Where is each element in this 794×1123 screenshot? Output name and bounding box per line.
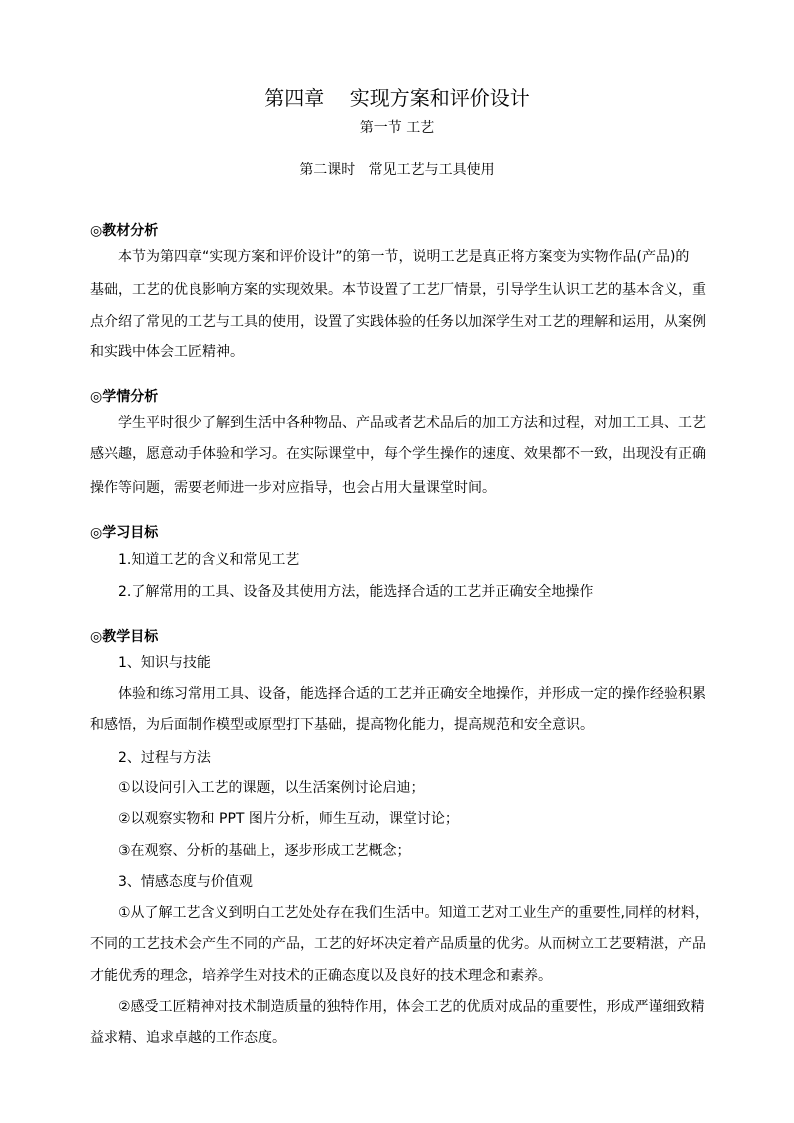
section-title: 第一节 工艺: [359, 120, 435, 136]
attitude-values-line: 益求精、追求卓越的工作态度。: [90, 1030, 286, 1046]
learner-analysis-heading: ◎学情分析: [90, 389, 159, 405]
attitude-values-line: 不同的工艺技术会产生不同的产品，工艺的好坏决定着产品质量的优劣。从而树立工艺要精湛，产品: [90, 936, 706, 952]
lesson-title: 第二课时 常见工艺与工具使用: [299, 162, 495, 178]
knowledge-skills-line: 体验和练习常用工具、设备，能选择合适的工艺并正确安全地操作，并形成一定的操作经验积累: [118, 686, 706, 702]
teaching-goals-heading: ◎教学目标: [90, 629, 159, 645]
learning-goals-heading: ◎学习目标: [90, 525, 159, 541]
chapter-title: 第四章 实现方案和评价设计: [264, 86, 530, 110]
process-methods-item: ②以观察实物和 PPT 图片分析，师生互动，课堂讨论；: [118, 811, 459, 827]
process-methods-subheading: 2、过程与方法: [118, 750, 211, 766]
learner-analysis-line: 感兴趣，愿意动手体验和学习。在实际课堂中，每个学生操作的速度、效果都不一致，出现没有正确: [90, 446, 706, 462]
attitude-values-line: 才能优秀的理念，培养学生对技术的正确态度以及良好的技术理念和素养。: [90, 968, 552, 984]
learner-analysis-line: 学生平时很少了解到生活中各种物品、产品或者艺术品后的加工方法和过程，对加工工具、工艺: [118, 415, 706, 431]
textbook-analysis-line: 点介绍了常见的工艺与工具的使用，设置了实践体验的任务以加深学生对工艺的理解和运用，从案例: [90, 314, 706, 330]
attitude-values-subheading: 3、情感态度与价值观: [118, 874, 253, 890]
learning-goal-item: 1.知道工艺的含义和常见工艺: [118, 552, 300, 568]
process-methods-item: ③在观察、分析的基础上，逐步形成工艺概念；: [118, 843, 411, 859]
learning-goal-item: 2.了解常用的工具、设备及其使用方法，能选择合适的工艺并正确安全地操作: [118, 584, 594, 600]
textbook-analysis-heading: ◎教材分析: [90, 223, 159, 239]
learner-analysis-line: 操作等问题，需要老师进一步对应指导，也会占用大量课堂时间。: [90, 480, 496, 496]
attitude-values-line: ①从了解工艺含义到明白工艺处处存在我们生活中。知道工艺对工业生产的重要性,同样的材料，: [118, 905, 709, 921]
knowledge-skills-line: 和感悟，为后面制作模型或原型打下基础，提高物化能力，提高规范和安全意识。: [90, 717, 594, 733]
attitude-values-line: ②感受工匠精神对技术制造质量的独特作用，体会工艺的优质对成品的重要性，形成严谨细致精: [118, 999, 705, 1015]
textbook-analysis-line: 本节为第四章“实现方案和评价设计”的第一节，说明工艺是真正将方案变为实物作品(产品)的: [118, 249, 690, 265]
textbook-analysis-line: 和实践中体会工匠精神。: [90, 344, 244, 360]
process-methods-item: ①以设问引入工艺的课题，以生活案例讨论启迪；: [118, 780, 425, 796]
textbook-analysis-line: 基础，工艺的优良影响方案的实现效果。本节设置了工艺厂情景，引导学生认识工艺的基本含义，重: [90, 282, 706, 298]
knowledge-skills-subheading: 1、知识与技能: [118, 655, 211, 671]
